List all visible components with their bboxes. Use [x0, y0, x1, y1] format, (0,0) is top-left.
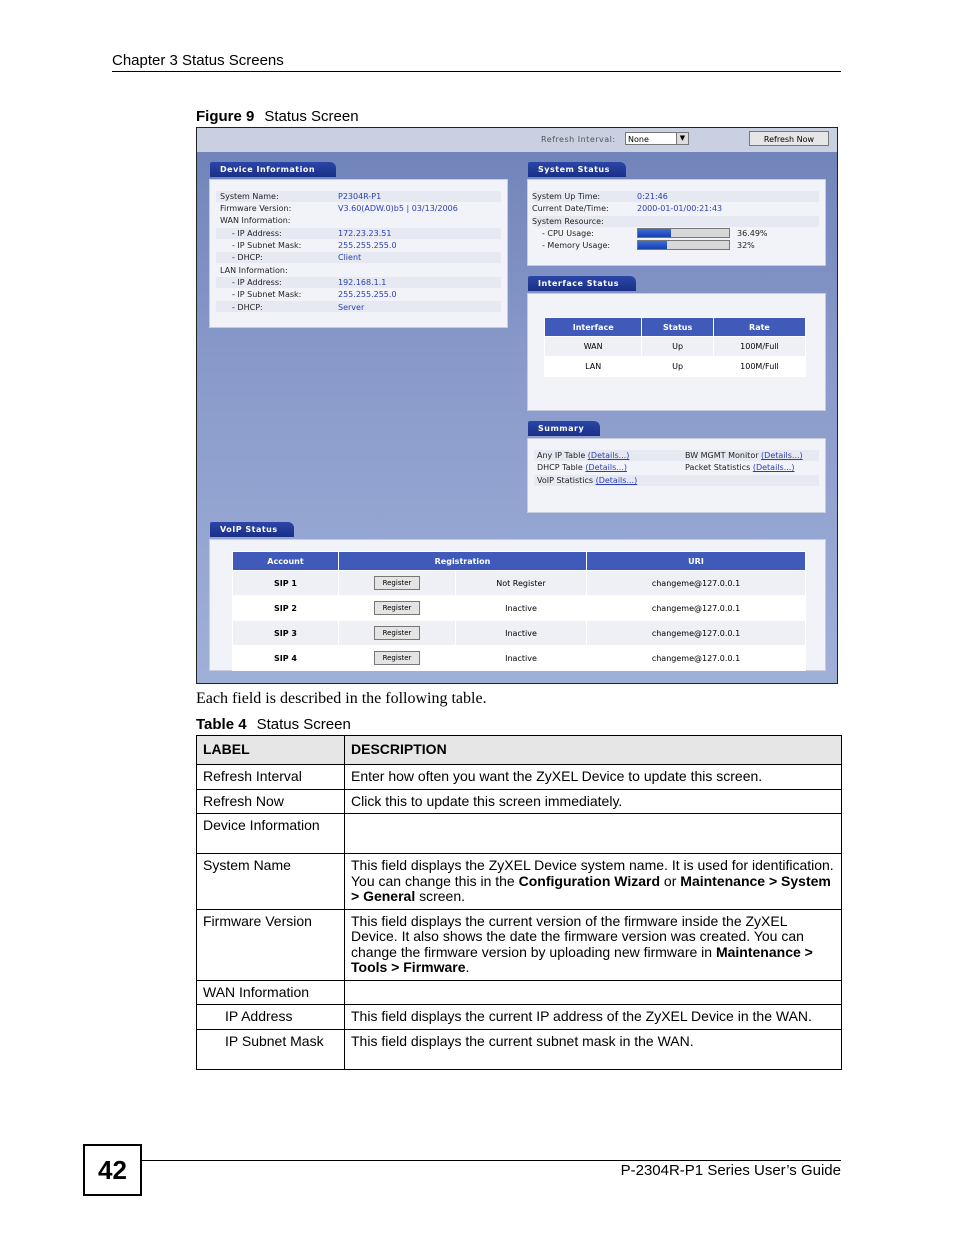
row-description: This field displays the current IP address of the ZyXEL Device in the WAN. — [345, 1005, 842, 1030]
resource-label: System Resource: — [532, 217, 604, 226]
row-description: This field displays the current version of the firmware inside the ZyXEL Device. It also shows the date the firmware version was created. You can change the firmware version by uploading new firmware in Maintenance > Tools > Firmware. — [345, 909, 842, 980]
table-row — [233, 571, 806, 596]
table-title: Status Screen — [256, 716, 351, 733]
cpu-value: 36.49% — [737, 229, 768, 238]
lan-info-label: LAN Information: — [220, 266, 288, 275]
table-row — [197, 789, 842, 814]
cpu-usage-fill — [638, 229, 671, 237]
interface-cell: LAN — [545, 357, 642, 377]
status-cell: Up — [642, 357, 714, 377]
registration-col-header: Registration — [339, 552, 587, 571]
row-description — [345, 814, 842, 854]
voip-details-link[interactable]: (Details...) — [595, 476, 638, 485]
memory-value: 32% — [737, 241, 755, 250]
registration-status-cell: Inactive — [456, 646, 587, 671]
uri-cell: changeme@127.0.0.1 — [587, 596, 806, 621]
voip-status-panel — [209, 539, 826, 671]
page-number: 42 — [83, 1144, 142, 1196]
row-label: Device Information — [197, 814, 345, 854]
table-row — [545, 357, 806, 377]
registration-status-cell: Inactive — [456, 621, 587, 646]
cpu-label: - CPU Usage: — [542, 229, 594, 238]
figure-label: Figure 9 — [196, 108, 255, 125]
row-label: WAN Information — [197, 980, 345, 1005]
any-ip-label: Any IP Table — [537, 451, 586, 460]
account-cell: SIP 3 — [233, 621, 339, 646]
table-row — [197, 765, 842, 790]
refresh-now-button[interactable]: Refresh Now — [749, 131, 829, 146]
voip-status-tab: VoIP Status — [210, 522, 294, 537]
wan-ip-value: 172.23.23.51 — [338, 229, 392, 238]
table-row — [197, 980, 842, 1005]
refresh-bar — [197, 128, 837, 152]
register-button[interactable]: Register — [374, 576, 420, 590]
account-cell: SIP 2 — [233, 596, 339, 621]
device-info-panel — [209, 179, 508, 328]
label-col-header: LABEL — [197, 736, 345, 765]
lan-dhcp-value: Server — [338, 303, 365, 312]
lan-mask-value: 255.255.255.0 — [338, 290, 397, 299]
system-status-tab: System Status — [528, 162, 626, 177]
table-row — [233, 596, 806, 621]
bw-monitor-label: BW MGMT Monitor — [685, 451, 759, 460]
register-button[interactable]: Register — [374, 626, 420, 640]
row-description: Click this to update this screen immediately. — [345, 789, 842, 814]
voip-stats-label: VoIP Statistics — [537, 476, 594, 485]
chapter-header: Chapter 3 Status Screens — [112, 52, 284, 69]
interface-table — [544, 317, 806, 377]
table-row — [197, 854, 842, 910]
refresh-interval-label: Refresh Interval: — [541, 135, 616, 144]
row-label: Refresh Now — [197, 789, 345, 814]
account-cell: SIP 4 — [233, 646, 339, 671]
bw-details-link[interactable]: (Details...) — [761, 451, 803, 460]
firmware-version-value: V3.60(ADW.0)b5 | 03/13/2006 — [338, 204, 458, 213]
footer-rule — [140, 1160, 841, 1161]
table-row — [545, 337, 806, 357]
status-screen-screenshot — [196, 127, 838, 684]
memory-usage-fill — [638, 241, 667, 249]
packet-details-link[interactable]: (Details...) — [752, 463, 795, 472]
intro-paragraph: Each field is described in the following table. — [196, 690, 487, 707]
row-label: Firmware Version — [197, 909, 345, 980]
chevron-down-icon: ▼ — [676, 133, 688, 144]
table-row — [197, 1005, 842, 1030]
system-status-panel — [527, 179, 826, 266]
interface-col-header: Interface — [545, 318, 642, 337]
row-description: This field displays the current subnet mask in the WAN. — [345, 1029, 842, 1069]
wan-mask-label: - IP Subnet Mask: — [232, 241, 302, 250]
cpu-usage-bar — [637, 228, 730, 238]
table-row — [233, 621, 806, 646]
registration-status-cell: Inactive — [456, 596, 587, 621]
table-row — [197, 814, 842, 854]
any-ip-details-link[interactable]: (Details...) — [587, 451, 630, 460]
datetime-label: Current Date/Time: — [532, 204, 609, 213]
uri-cell: changeme@127.0.0.1 — [587, 646, 806, 671]
wan-mask-value: 255.255.255.0 — [338, 241, 397, 250]
uptime-value: 0:21:46 — [637, 192, 668, 201]
figure-title: Status Screen — [264, 108, 359, 125]
interface-cell: WAN — [545, 337, 642, 357]
system-name-label: System Name: — [220, 192, 279, 201]
refresh-interval-select[interactable] — [625, 132, 689, 145]
dhcp-table-label: DHCP Table — [537, 463, 583, 472]
row-description: This field displays the ZyXEL Device system name. It is used for identification. You can change this in the Configuration Wizard or Maintenance > System > General screen. — [345, 854, 842, 910]
description-col-header: DESCRIPTION — [345, 736, 842, 765]
firmware-version-label: Firmware Version: — [220, 204, 292, 213]
lan-ip-label: - IP Address: — [232, 278, 282, 287]
memory-usage-bar — [637, 240, 730, 250]
wan-dhcp-label: - DHCP: — [232, 253, 263, 262]
account-col-header: Account — [233, 552, 339, 571]
wan-ip-label: - IP Address: — [232, 229, 282, 238]
system-name-value: P2304R-P1 — [338, 192, 382, 201]
uri-col-header: URI — [587, 552, 806, 571]
status-col-header: Status — [642, 318, 714, 337]
row-description: Enter how often you want the ZyXEL Device to update this screen. — [345, 765, 842, 790]
dhcp-details-link[interactable]: (Details...) — [585, 463, 627, 472]
uptime-label: System Up Time: — [532, 192, 601, 201]
uri-cell: changeme@127.0.0.1 — [587, 621, 806, 646]
register-button[interactable]: Register — [374, 651, 420, 665]
summary-tab: Summary — [528, 421, 600, 436]
wan-info-label: WAN Information: — [220, 216, 291, 225]
table-row — [197, 1029, 842, 1069]
guide-title: P-2304R-P1 Series User’s Guide — [620, 1162, 841, 1179]
uri-cell: changeme@127.0.0.1 — [587, 571, 806, 596]
description-table — [196, 735, 842, 1070]
rate-cell: 100M/Full — [713, 337, 805, 357]
rate-col-header: Rate — [713, 318, 805, 337]
lan-mask-label: - IP Subnet Mask: — [232, 290, 302, 299]
packet-stats-label: Packet Statistics — [685, 463, 751, 472]
register-button[interactable]: Register — [374, 601, 420, 615]
memory-label: - Memory Usage: — [542, 241, 611, 250]
device-info-tab: Device Information — [210, 162, 336, 177]
table-label: Table 4 — [196, 716, 247, 733]
rate-cell: 100M/Full — [713, 357, 805, 377]
table-row — [197, 909, 842, 980]
row-description — [345, 980, 842, 1005]
registration-status-cell: Not Register — [456, 571, 587, 596]
table-row — [233, 646, 806, 671]
interface-status-panel — [527, 293, 826, 411]
figure-caption — [196, 108, 359, 125]
wan-dhcp-value: Client — [338, 253, 362, 262]
datetime-value: 2000-01-01/00:21:43 — [637, 204, 723, 213]
row-label: System Name — [197, 854, 345, 910]
refresh-interval-value: None — [628, 135, 649, 144]
interface-status-tab: Interface Status — [528, 276, 636, 291]
summary-panel — [527, 438, 826, 513]
row-label: IP Address — [197, 1005, 345, 1030]
row-label: IP Subnet Mask — [197, 1029, 345, 1069]
lan-dhcp-label: - DHCP: — [232, 303, 263, 312]
header-rule — [112, 71, 841, 72]
table-caption — [196, 716, 351, 733]
row-label: Refresh Interval — [197, 765, 345, 790]
status-cell: Up — [642, 337, 714, 357]
lan-ip-value: 192.168.1.1 — [338, 278, 387, 287]
voip-table — [232, 551, 806, 671]
account-cell: SIP 1 — [233, 571, 339, 596]
